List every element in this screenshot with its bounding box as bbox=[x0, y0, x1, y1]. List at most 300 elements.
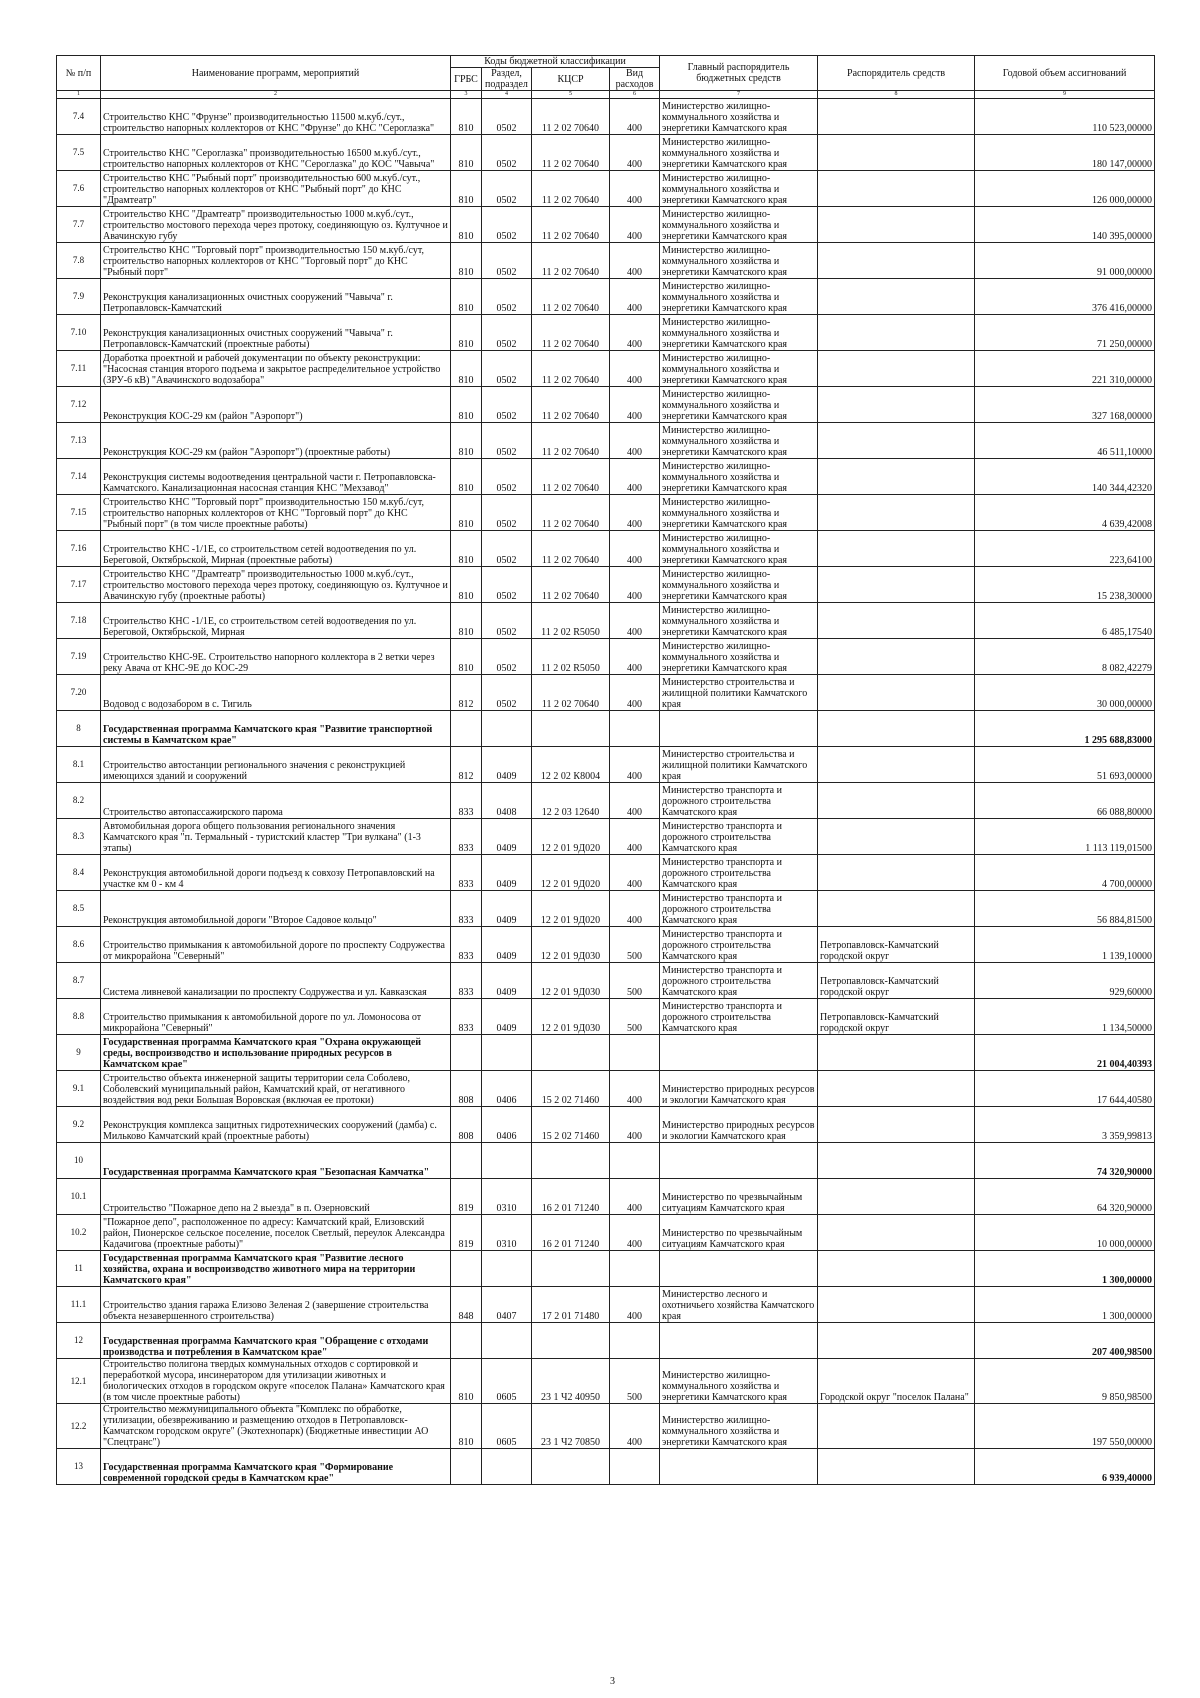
row-main-cell: Министерство транспорта и дорожного строительства Камчатского края bbox=[660, 891, 818, 927]
row-grbs-cell: 810 bbox=[451, 243, 482, 279]
row-grbs-cell bbox=[451, 1449, 482, 1485]
row-razdel-cell bbox=[482, 1143, 532, 1179]
row-number-cell: 7.13 bbox=[57, 423, 101, 459]
row-name-cell: Строительство КНС "Рыбный порт" производительностью 600 м.куб./сут., строительство напорных коллекторов от КНС "Рыбный порт" до КНС "Драмтеатр" bbox=[101, 171, 451, 207]
row-sum-cell: 66 088,80000 bbox=[975, 783, 1155, 819]
row-vid-cell: 500 bbox=[610, 1359, 660, 1404]
row-razdel-cell: 0502 bbox=[482, 243, 532, 279]
row-kcsr-cell: 17 2 01 71480 bbox=[532, 1287, 610, 1323]
row-main-cell: Министерство жилищно-коммунального хозяйства и энергетики Камчатского края bbox=[660, 135, 818, 171]
row-rasp-cell bbox=[818, 1449, 975, 1485]
row-grbs-cell bbox=[451, 1251, 482, 1287]
row-vid-cell: 400 bbox=[610, 1071, 660, 1107]
row-razdel-cell: 0502 bbox=[482, 423, 532, 459]
table-row bbox=[57, 315, 1155, 351]
row-main-cell: Министерство транспорта и дорожного строительства Камчатского края bbox=[660, 927, 818, 963]
row-rasp-cell bbox=[818, 711, 975, 747]
row-main-cell: Министерство жилищно-коммунального хозяйства и энергетики Камчатского края bbox=[660, 207, 818, 243]
row-vid-cell: 400 bbox=[610, 99, 660, 135]
row-sum-cell: 126 000,00000 bbox=[975, 171, 1155, 207]
row-kcsr-cell: 11 2 02 70640 bbox=[532, 531, 610, 567]
row-vid-cell: 400 bbox=[610, 1287, 660, 1323]
row-number-cell: 11 bbox=[57, 1251, 101, 1287]
row-kcsr-cell: 12 2 01 9Д030 bbox=[532, 927, 610, 963]
row-razdel-cell: 0502 bbox=[482, 207, 532, 243]
row-razdel-cell: 0502 bbox=[482, 279, 532, 315]
row-rasp-cell bbox=[818, 639, 975, 675]
row-rasp-cell bbox=[818, 315, 975, 351]
row-razdel-cell: 0502 bbox=[482, 495, 532, 531]
row-rasp-cell bbox=[818, 819, 975, 855]
row-main-cell: Министерство жилищно-коммунального хозяйства и энергетики Камчатского края bbox=[660, 279, 818, 315]
row-kcsr-cell: 12 2 01 9Д020 bbox=[532, 819, 610, 855]
table-row bbox=[57, 927, 1155, 963]
row-razdel-cell: 0310 bbox=[482, 1179, 532, 1215]
row-grbs-cell: 810 bbox=[451, 171, 482, 207]
row-vid-cell: 400 bbox=[610, 603, 660, 639]
row-sum-cell: 207 400,98500 bbox=[975, 1323, 1155, 1359]
row-grbs-cell: 810 bbox=[451, 135, 482, 171]
row-kcsr-cell: 11 2 02 70640 bbox=[532, 423, 610, 459]
row-rasp-cell: Петропавловск-Камчатский городской округ bbox=[818, 999, 975, 1035]
row-razdel-cell: 0409 bbox=[482, 963, 532, 999]
row-main-cell bbox=[660, 1323, 818, 1359]
row-number-cell: 7.12 bbox=[57, 387, 101, 423]
row-kcsr-cell: 11 2 02 70640 bbox=[532, 135, 610, 171]
row-main-cell bbox=[660, 711, 818, 747]
row-razdel-cell bbox=[482, 1449, 532, 1485]
row-rasp-cell bbox=[818, 243, 975, 279]
row-grbs-cell: 812 bbox=[451, 675, 482, 711]
row-razdel-cell: 0502 bbox=[482, 315, 532, 351]
row-name-cell: Реконструкция автомобильной дороги "Второе Садовое кольцо" bbox=[101, 891, 451, 927]
program-row bbox=[57, 1143, 1155, 1179]
row-number-cell: 11.1 bbox=[57, 1287, 101, 1323]
header-col-razdel: Раздел, подраздел bbox=[482, 68, 532, 91]
table-row bbox=[57, 1287, 1155, 1323]
table-row bbox=[57, 1107, 1155, 1143]
row-sum-cell: 15 238,30000 bbox=[975, 567, 1155, 603]
row-sum-cell: 64 320,90000 bbox=[975, 1179, 1155, 1215]
row-number-cell: 7.8 bbox=[57, 243, 101, 279]
row-razdel-cell bbox=[482, 1251, 532, 1287]
table-row bbox=[57, 855, 1155, 891]
row-sum-cell: 929,60000 bbox=[975, 963, 1155, 999]
row-sum-cell: 1 139,10000 bbox=[975, 927, 1155, 963]
row-kcsr-cell: 23 1 Ч2 70850 bbox=[532, 1404, 610, 1449]
row-kcsr-cell: 12 2 01 9Д030 bbox=[532, 999, 610, 1035]
header-col-kcsr: КЦСР bbox=[532, 68, 610, 91]
row-sum-cell: 10 000,00000 bbox=[975, 1215, 1155, 1251]
table-row bbox=[57, 1404, 1155, 1449]
row-number-cell: 7.10 bbox=[57, 315, 101, 351]
table-row bbox=[57, 747, 1155, 783]
row-rasp-cell bbox=[818, 1179, 975, 1215]
row-kcsr-cell: 12 2 01 9Д020 bbox=[532, 855, 610, 891]
table-row bbox=[57, 279, 1155, 315]
row-main-cell: Министерство жилищно-коммунального хозяйства и энергетики Камчатского края bbox=[660, 495, 818, 531]
row-kcsr-cell: 12 2 01 9Д030 bbox=[532, 963, 610, 999]
row-name-cell: Строительство здания гаража Елизово Зеленая 2 (завершение строительства объекта незавершенного строительства) bbox=[101, 1287, 451, 1323]
row-grbs-cell: 810 bbox=[451, 531, 482, 567]
row-number-cell: 8.6 bbox=[57, 927, 101, 963]
row-number-cell: 7.9 bbox=[57, 279, 101, 315]
row-rasp-cell bbox=[818, 1404, 975, 1449]
row-number-cell: 12 bbox=[57, 1323, 101, 1359]
row-number-cell: 8.2 bbox=[57, 783, 101, 819]
row-main-cell: Министерство жилищно-коммунального хозяйства и энергетики Камчатского края bbox=[660, 243, 818, 279]
row-sum-cell: 71 250,00000 bbox=[975, 315, 1155, 351]
table-row bbox=[57, 459, 1155, 495]
row-kcsr-cell: 11 2 02 70640 bbox=[532, 207, 610, 243]
header-col-name: Наименование программ, мероприятий bbox=[101, 56, 451, 91]
program-row bbox=[57, 1251, 1155, 1287]
row-vid-cell: 400 bbox=[610, 783, 660, 819]
row-razdel-cell bbox=[482, 711, 532, 747]
row-kcsr-cell: 11 2 02 70640 bbox=[532, 495, 610, 531]
row-number-cell: 7.18 bbox=[57, 603, 101, 639]
row-kcsr-cell bbox=[532, 711, 610, 747]
table-row bbox=[57, 819, 1155, 855]
row-rasp-cell bbox=[818, 1323, 975, 1359]
index-cell: 3 bbox=[451, 91, 482, 99]
header-col-main: Главный распорядитель бюджетных средств bbox=[660, 56, 818, 91]
row-grbs-cell: 810 bbox=[451, 1404, 482, 1449]
row-rasp-cell bbox=[818, 387, 975, 423]
row-main-cell: Министерство строительства и жилищной политики Камчатского края bbox=[660, 675, 818, 711]
row-main-cell: Министерство жилищно-коммунального хозяйства и энергетики Камчатского края bbox=[660, 531, 818, 567]
row-vid-cell: 400 bbox=[610, 1179, 660, 1215]
row-razdel-cell: 0502 bbox=[482, 567, 532, 603]
row-number-cell: 10.1 bbox=[57, 1179, 101, 1215]
row-rasp-cell bbox=[818, 567, 975, 603]
row-rasp-cell bbox=[818, 171, 975, 207]
row-grbs-cell: 810 bbox=[451, 639, 482, 675]
row-vid-cell: 400 bbox=[610, 387, 660, 423]
row-name-cell: Строительство КНС "Торговый порт" производительностью 150 м.куб./сут, строительство напорных коллекторов от КНС "Торговый порт" до КНС "Рыбный порт" bbox=[101, 243, 451, 279]
row-rasp-cell bbox=[818, 207, 975, 243]
row-name-cell: Государственная программа Камчатского края "Безопасная Камчатка" bbox=[101, 1143, 451, 1179]
program-row bbox=[57, 711, 1155, 747]
row-number-cell: 9.1 bbox=[57, 1071, 101, 1107]
row-vid-cell: 400 bbox=[610, 1215, 660, 1251]
row-vid-cell: 400 bbox=[610, 531, 660, 567]
row-name-cell: Реконструкция КОС-29 км (район "Аэропорт") bbox=[101, 387, 451, 423]
row-name-cell: Система ливневой канализации по проспекту Содружества и ул. Кавказская bbox=[101, 963, 451, 999]
header-group-codes: Коды бюджетной классификации bbox=[451, 56, 660, 68]
row-number-cell: 7.19 bbox=[57, 639, 101, 675]
row-sum-cell: 8 082,42279 bbox=[975, 639, 1155, 675]
row-grbs-cell bbox=[451, 1035, 482, 1071]
row-rasp-cell bbox=[818, 1251, 975, 1287]
header-col-rasp: Распорядитель средств bbox=[818, 56, 975, 91]
row-razdel-cell: 0409 bbox=[482, 891, 532, 927]
row-sum-cell: 1 300,00000 bbox=[975, 1251, 1155, 1287]
row-grbs-cell: 810 bbox=[451, 351, 482, 387]
row-kcsr-cell: 11 2 02 70640 bbox=[532, 675, 610, 711]
table-row bbox=[57, 675, 1155, 711]
header-col-sum: Годовой объем ассигнований bbox=[975, 56, 1155, 91]
row-rasp-cell bbox=[818, 747, 975, 783]
row-kcsr-cell bbox=[532, 1251, 610, 1287]
row-number-cell: 8.5 bbox=[57, 891, 101, 927]
row-sum-cell: 56 884,81500 bbox=[975, 891, 1155, 927]
row-number-cell: 12.1 bbox=[57, 1359, 101, 1404]
row-number-cell: 9 bbox=[57, 1035, 101, 1071]
row-main-cell: Министерство по чрезвычайным ситуациям Камчатского края bbox=[660, 1179, 818, 1215]
row-main-cell bbox=[660, 1449, 818, 1485]
row-main-cell: Министерство транспорта и дорожного строительства Камчатского края bbox=[660, 999, 818, 1035]
table-row bbox=[57, 1359, 1155, 1404]
row-sum-cell: 180 147,00000 bbox=[975, 135, 1155, 171]
row-razdel-cell: 0409 bbox=[482, 999, 532, 1035]
row-sum-cell: 21 004,40393 bbox=[975, 1035, 1155, 1071]
program-row bbox=[57, 1323, 1155, 1359]
row-sum-cell: 223,64100 bbox=[975, 531, 1155, 567]
row-main-cell: Министерство жилищно-коммунального хозяйства и энергетики Камчатского края bbox=[660, 387, 818, 423]
row-sum-cell: 30 000,00000 bbox=[975, 675, 1155, 711]
row-name-cell: Реконструкция канализационных очистных сооружений "Чавыча" г. Петропавловск-Камчатский bbox=[101, 279, 451, 315]
row-number-cell: 8.4 bbox=[57, 855, 101, 891]
row-name-cell: Строительство автопассажирского парома bbox=[101, 783, 451, 819]
index-cell: 1 bbox=[57, 91, 101, 99]
row-name-cell: Строительство КНС "Драмтеатр" производительностью 1000 м.куб./сут., строительство мостового перехода через протоку, соединяющую оз. Култучное и Авачинскую губу (проектные работы) bbox=[101, 567, 451, 603]
row-rasp-cell bbox=[818, 1215, 975, 1251]
row-name-cell: Строительство КНС "Сероглазка" производительностью 16500 м.куб./сут., строительство напорных коллекторов от КНС "Сероглазка" до КОС "Чавыча" bbox=[101, 135, 451, 171]
row-vid-cell: 400 bbox=[610, 351, 660, 387]
row-grbs-cell: 810 bbox=[451, 603, 482, 639]
row-main-cell: Министерство строительства и жилищной политики Камчатского края bbox=[660, 747, 818, 783]
row-vid-cell: 400 bbox=[610, 171, 660, 207]
table-row bbox=[57, 351, 1155, 387]
row-name-cell: Строительство примыкания к автомобильной дороге по ул. Ломоносова от микрорайона "Северный" bbox=[101, 999, 451, 1035]
row-name-cell: Строительство объекта инженерной защиты территории села Соболево, Соболевский муниципальный район, Камчатский край, от негативного воздействия вод реки Большая Воровская (включая ее протоки) bbox=[101, 1071, 451, 1107]
row-sum-cell: 4 639,42008 bbox=[975, 495, 1155, 531]
row-razdel-cell bbox=[482, 1323, 532, 1359]
row-rasp-cell bbox=[818, 279, 975, 315]
row-main-cell: Министерство жилищно-коммунального хозяйства и энергетики Камчатского края bbox=[660, 99, 818, 135]
row-name-cell: Реконструкция КОС-29 км (район "Аэропорт") (проектные работы) bbox=[101, 423, 451, 459]
row-sum-cell: 197 550,00000 bbox=[975, 1404, 1155, 1449]
row-number-cell: 10.2 bbox=[57, 1215, 101, 1251]
row-razdel-cell: 0502 bbox=[482, 171, 532, 207]
row-razdel-cell: 0408 bbox=[482, 783, 532, 819]
row-main-cell: Министерство жилищно-коммунального хозяйства и энергетики Камчатского края bbox=[660, 603, 818, 639]
table-row bbox=[57, 243, 1155, 279]
row-main-cell: Министерство жилищно-коммунального хозяйства и энергетики Камчатского края bbox=[660, 315, 818, 351]
row-main-cell: Министерство природных ресурсов и экологии Камчатского края bbox=[660, 1107, 818, 1143]
index-cell: 9 bbox=[975, 91, 1155, 99]
row-number-cell: 8.3 bbox=[57, 819, 101, 855]
row-sum-cell: 6 939,40000 bbox=[975, 1449, 1155, 1485]
row-main-cell bbox=[660, 1143, 818, 1179]
row-grbs-cell: 812 bbox=[451, 747, 482, 783]
row-main-cell: Министерство жилищно-коммунального хозяйства и энергетики Камчатского края bbox=[660, 1404, 818, 1449]
row-number-cell: 13 bbox=[57, 1449, 101, 1485]
row-razdel-cell: 0502 bbox=[482, 639, 532, 675]
row-rasp-cell bbox=[818, 459, 975, 495]
row-number-cell: 8.7 bbox=[57, 963, 101, 999]
budget-table-body bbox=[57, 99, 1155, 1485]
row-main-cell: Министерство природных ресурсов и экологии Камчатского края bbox=[660, 1071, 818, 1107]
row-main-cell: Министерство транспорта и дорожного строительства Камчатского края bbox=[660, 855, 818, 891]
row-name-cell: Реконструкция автомобильной дороги подъезд к совхозу Петропавловский на участке км 0 - км 4 bbox=[101, 855, 451, 891]
row-vid-cell: 400 bbox=[610, 855, 660, 891]
row-razdel-cell: 0310 bbox=[482, 1215, 532, 1251]
row-name-cell: Строительство "Пожарное депо на 2 выезда" в п. Озерновский bbox=[101, 1179, 451, 1215]
table-row bbox=[57, 999, 1155, 1035]
header-col-vid: Вид расходов bbox=[610, 68, 660, 91]
row-grbs-cell: 833 bbox=[451, 783, 482, 819]
row-kcsr-cell: 12 2 01 9Д020 bbox=[532, 891, 610, 927]
row-razdel-cell: 0502 bbox=[482, 459, 532, 495]
row-grbs-cell: 833 bbox=[451, 927, 482, 963]
row-grbs-cell: 808 bbox=[451, 1107, 482, 1143]
budget-table bbox=[56, 55, 1155, 1485]
row-number-cell: 10 bbox=[57, 1143, 101, 1179]
row-vid-cell: 400 bbox=[610, 459, 660, 495]
row-number-cell: 9.2 bbox=[57, 1107, 101, 1143]
row-kcsr-cell: 16 2 01 71240 bbox=[532, 1215, 610, 1251]
row-grbs-cell: 808 bbox=[451, 1071, 482, 1107]
index-cell: 5 bbox=[532, 91, 610, 99]
row-razdel-cell: 0502 bbox=[482, 387, 532, 423]
program-row bbox=[57, 1035, 1155, 1071]
row-kcsr-cell bbox=[532, 1323, 610, 1359]
table-row bbox=[57, 603, 1155, 639]
row-vid-cell: 400 bbox=[610, 639, 660, 675]
row-razdel-cell: 0605 bbox=[482, 1404, 532, 1449]
row-vid-cell bbox=[610, 1323, 660, 1359]
row-kcsr-cell bbox=[532, 1143, 610, 1179]
row-number-cell: 8.8 bbox=[57, 999, 101, 1035]
row-name-cell: Строительство КНС "Фрунзе" производительностью 11500 м.куб./сут., строительство напорных коллекторов от КНС "Фрунзе" до КНС "Сероглазка" bbox=[101, 99, 451, 135]
row-vid-cell: 500 bbox=[610, 927, 660, 963]
row-vid-cell: 400 bbox=[610, 135, 660, 171]
table-row bbox=[57, 1071, 1155, 1107]
table-row bbox=[57, 783, 1155, 819]
row-grbs-cell: 819 bbox=[451, 1215, 482, 1251]
row-rasp-cell bbox=[818, 423, 975, 459]
row-vid-cell: 400 bbox=[610, 243, 660, 279]
row-number-cell: 7.7 bbox=[57, 207, 101, 243]
row-vid-cell: 400 bbox=[610, 1404, 660, 1449]
table-row bbox=[57, 207, 1155, 243]
row-sum-cell: 9 850,98500 bbox=[975, 1359, 1155, 1404]
row-number-cell: 7.14 bbox=[57, 459, 101, 495]
row-razdel-cell: 0406 bbox=[482, 1107, 532, 1143]
header-col-num: № п/п bbox=[57, 56, 101, 91]
row-kcsr-cell: 11 2 02 70640 bbox=[532, 99, 610, 135]
row-grbs-cell: 810 bbox=[451, 423, 482, 459]
row-grbs-cell: 810 bbox=[451, 495, 482, 531]
row-kcsr-cell: 11 2 02 70640 bbox=[532, 351, 610, 387]
row-sum-cell: 91 000,00000 bbox=[975, 243, 1155, 279]
row-grbs-cell: 833 bbox=[451, 819, 482, 855]
row-grbs-cell: 810 bbox=[451, 279, 482, 315]
row-name-cell: Строительство автостанции регионального значения с реконструкцией имеющихся зданий и сооружений bbox=[101, 747, 451, 783]
table-row bbox=[57, 387, 1155, 423]
row-grbs-cell: 810 bbox=[451, 1359, 482, 1404]
row-rasp-cell bbox=[818, 675, 975, 711]
row-kcsr-cell: 11 2 02 70640 bbox=[532, 459, 610, 495]
row-sum-cell: 3 359,99813 bbox=[975, 1107, 1155, 1143]
row-sum-cell: 221 310,00000 bbox=[975, 351, 1155, 387]
row-sum-cell: 140 344,42320 bbox=[975, 459, 1155, 495]
row-number-cell: 7.4 bbox=[57, 99, 101, 135]
row-grbs-cell: 810 bbox=[451, 387, 482, 423]
row-rasp-cell bbox=[818, 1035, 975, 1071]
row-vid-cell bbox=[610, 711, 660, 747]
row-vid-cell bbox=[610, 1251, 660, 1287]
row-main-cell: Министерство лесного и охотничьего хозяйства Камчатского края bbox=[660, 1287, 818, 1323]
row-name-cell: Государственная программа Камчатского края "Обращение с отходами производства и потребления в Камчатском крае" bbox=[101, 1323, 451, 1359]
row-vid-cell bbox=[610, 1449, 660, 1485]
row-kcsr-cell bbox=[532, 1449, 610, 1485]
row-rasp-cell bbox=[818, 783, 975, 819]
row-number-cell: 8 bbox=[57, 711, 101, 747]
row-name-cell: Государственная программа Камчатского края "Развитие лесного хозяйства, охрана и воспроизводство животного мира на территории Камчатского края" bbox=[101, 1251, 451, 1287]
row-kcsr-cell: 11 2 02 70640 bbox=[532, 171, 610, 207]
row-name-cell: Реконструкция комплекса защитных гидротехнических сооружений (дамба) с. Мильково Камчатский край (проектные работы) bbox=[101, 1107, 451, 1143]
row-rasp-cell bbox=[818, 495, 975, 531]
row-number-cell: 7.6 bbox=[57, 171, 101, 207]
row-name-cell: Государственная программа Камчатского края "Охрана окружающей среды, воспроизводство и использование природных ресурсов в Камчатском крае" bbox=[101, 1035, 451, 1071]
row-grbs-cell bbox=[451, 1143, 482, 1179]
row-number-cell: 8.1 bbox=[57, 747, 101, 783]
row-main-cell: Министерство жилищно-коммунального хозяйства и энергетики Камчатского края bbox=[660, 423, 818, 459]
row-vid-cell: 400 bbox=[610, 315, 660, 351]
row-name-cell: Строительство полигона твердых коммунальных отходов с сортировкой и переработкой мусора, инсинератором для утилизации животных и биологических отходов в городском округе «поселок Палана» Камчатского края (в том числе проектные работы) bbox=[101, 1359, 451, 1404]
row-main-cell: Министерство транспорта и дорожного строительства Камчатского края bbox=[660, 819, 818, 855]
row-kcsr-cell: 11 2 02 70640 bbox=[532, 315, 610, 351]
index-cell: 8 bbox=[818, 91, 975, 99]
row-rasp-cell: Петропавловск-Камчатский городской округ bbox=[818, 963, 975, 999]
table-row bbox=[57, 423, 1155, 459]
row-grbs-cell: 810 bbox=[451, 207, 482, 243]
row-kcsr-cell: 15 2 02 71460 bbox=[532, 1071, 610, 1107]
row-vid-cell: 400 bbox=[610, 675, 660, 711]
row-rasp-cell bbox=[818, 603, 975, 639]
row-number-cell: 7.11 bbox=[57, 351, 101, 387]
row-vid-cell: 400 bbox=[610, 207, 660, 243]
table-row bbox=[57, 639, 1155, 675]
row-sum-cell: 140 395,00000 bbox=[975, 207, 1155, 243]
row-rasp-cell bbox=[818, 855, 975, 891]
row-razdel-cell: 0406 bbox=[482, 1071, 532, 1107]
index-cell: 6 bbox=[610, 91, 660, 99]
row-sum-cell: 17 644,40580 bbox=[975, 1071, 1155, 1107]
row-name-cell: Автомобильная дорога общего пользования регионального значения Камчатского края "п. Термальный - туристский кластер "Три вулкана" (1-3 этапы) bbox=[101, 819, 451, 855]
row-main-cell: Министерство транспорта и дорожного строительства Камчатского края bbox=[660, 783, 818, 819]
row-razdel-cell: 0502 bbox=[482, 99, 532, 135]
row-number-cell: 12.2 bbox=[57, 1404, 101, 1449]
row-rasp-cell bbox=[818, 1107, 975, 1143]
row-rasp-cell bbox=[818, 1143, 975, 1179]
row-rasp-cell: Петропавловск-Камчатский городской округ bbox=[818, 927, 975, 963]
table-row bbox=[57, 963, 1155, 999]
row-main-cell: Министерство жилищно-коммунального хозяйства и энергетики Камчатского края bbox=[660, 171, 818, 207]
row-name-cell: Строительство КНС "Драмтеатр" производительностью 1000 м.куб./сут., строительство мостового перехода через протоку, соединяющую оз. Култучное и Авачинскую губу bbox=[101, 207, 451, 243]
row-name-cell: Государственная программа Камчатского края "Развитие транспортной системы в Камчатском крае" bbox=[101, 711, 451, 747]
row-name-cell: Строительство примыкания к автомобильной дороге по проспекту Содружества от микрорайона "Северный" bbox=[101, 927, 451, 963]
row-kcsr-cell: 11 2 02 70640 bbox=[532, 279, 610, 315]
row-vid-cell: 400 bbox=[610, 279, 660, 315]
row-vid-cell bbox=[610, 1035, 660, 1071]
row-number-cell: 7.20 bbox=[57, 675, 101, 711]
row-grbs-cell bbox=[451, 711, 482, 747]
table-row bbox=[57, 567, 1155, 603]
